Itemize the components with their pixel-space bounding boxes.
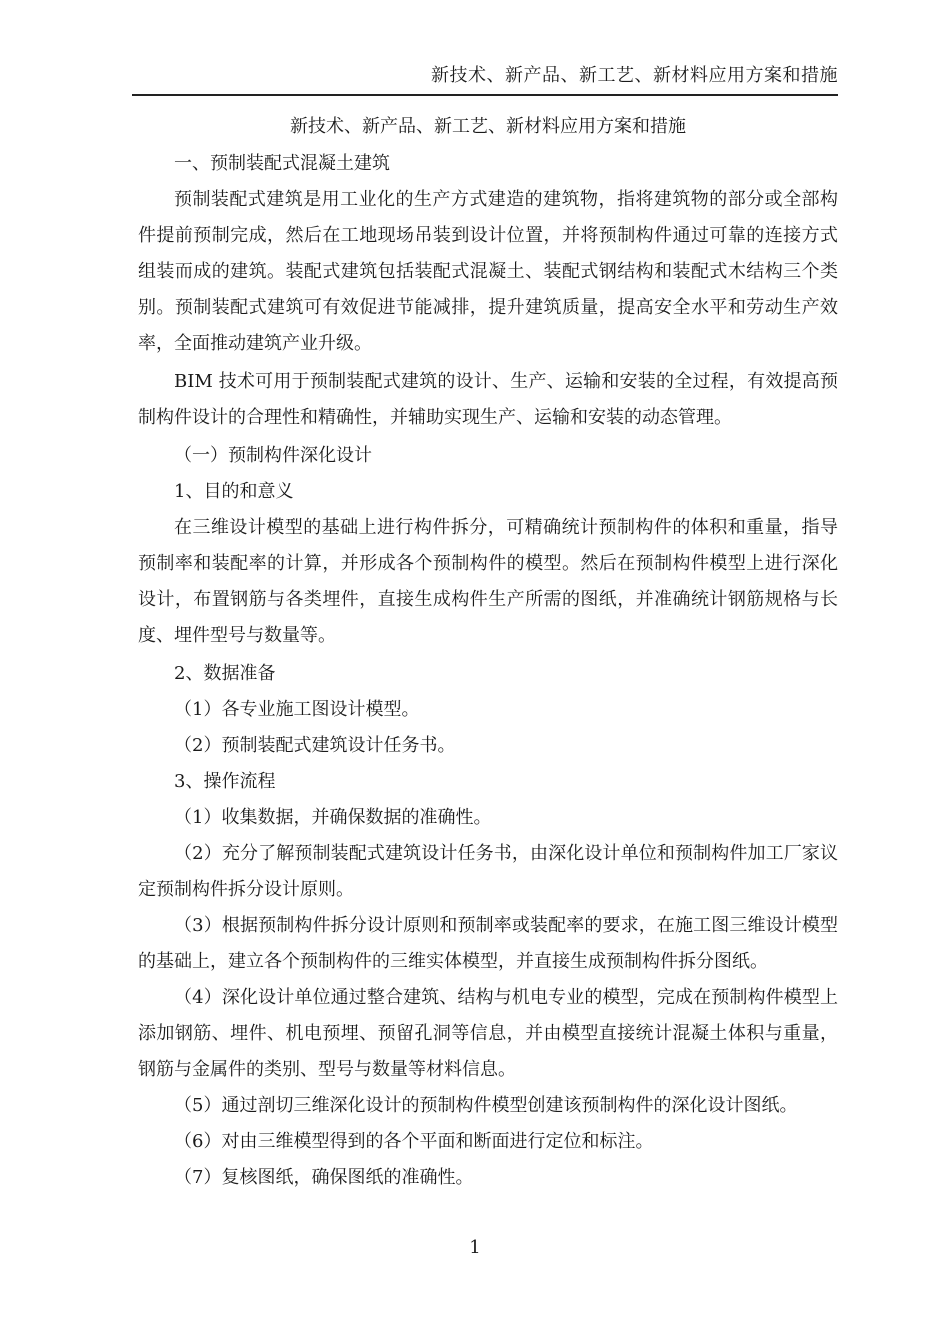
point-3-item: （7）复核图纸，确保图纸的准确性。 — [174, 1167, 474, 1188]
point-1-text: 在三维设计模型的基础上进行构件拆分，可精确统计预制构件的体积和重量，指导预制率和装配率的计算，并形成各个预制构件的模型。然后在预制构件模型上进行深化设计，布置钢筋与各类埋件，直接生成构件生产所需的图纸，并准确统计钢筋规格与长度、埋件型号与数量等。 — [138, 517, 838, 646]
point-1-heading: 1、目的和意义 — [174, 481, 294, 502]
point-3-item: （5）通过剖切三维深化设计的预制构件模型创建该预制构件的深化设计图纸。 — [174, 1095, 798, 1116]
page-number: 1 — [469, 1237, 481, 1258]
point-2-item: （2）预制装配式建筑设计任务书。 — [174, 735, 456, 756]
subsection-heading: （一）预制构件深化设计 — [174, 445, 372, 466]
point-3-item: （3）根据预制构件拆分设计原则和预制率或装配率的要求，在施工图三维设计模型的基础上，建立各个预制构件的三维实体模型，并直接生成预制构件拆分图纸。 — [138, 915, 838, 972]
document-title: 新技术、新产品、新工艺、新材料应用方案和措施 — [290, 116, 686, 137]
point-3-item: （4）深化设计单位通过整合建筑、结构与机电专业的模型，完成在预制构件模型上添加钢筋、埋件、机电预埋、预留孔洞等信息，并由模型直接统计混凝土体积与重量，钢筋与金属件的类别、型号与数量等材料信息。 — [138, 987, 838, 1080]
point-3-heading: 3、操作流程 — [174, 771, 276, 792]
paragraph-1: 预制装配式建筑是用工业化的生产方式建造的建筑物，指将建筑物的部分或全部构件提前预制完成，然后在工地现场吊装到设计位置，并将预制构件通过可靠的连接方式组装而成的建筑。装配式建筑包括装配式混凝土、装配式钢结构和装配式木结构三个类别。预制装配式建筑可有效促进节能减排，提升建筑质量，提高安全水平和劳动生产效率，全面推动建筑产业升级。 — [138, 189, 838, 354]
paragraph-2: BIM 技术可用于预制装配式建筑的设计、生产、运输和安装的全过程，有效提高预制构件设计的合理性和精确性，并辅助实现生产、运输和安装的动态管理。 — [138, 371, 838, 428]
page-header — [132, 64, 838, 96]
point-3-item: （1）收集数据，并确保数据的准确性。 — [174, 807, 492, 828]
point-3-item: （2）充分了解预制装配式建筑设计任务书，由深化设计单位和预制构件加工厂家议定预制构件拆分设计原则。 — [138, 843, 838, 900]
header-text: 新技术、新产品、新工艺、新材料应用方案和措施 — [431, 65, 838, 86]
document-body — [138, 108, 838, 1196]
section-heading: 一、预制装配式混凝土建筑 — [174, 153, 390, 174]
point-2-heading: 2、数据准备 — [174, 663, 276, 684]
point-2-item: （1）各专业施工图设计模型。 — [174, 699, 420, 720]
point-3-item: （6）对由三维模型得到的各个平面和断面进行定位和标注。 — [174, 1131, 654, 1152]
